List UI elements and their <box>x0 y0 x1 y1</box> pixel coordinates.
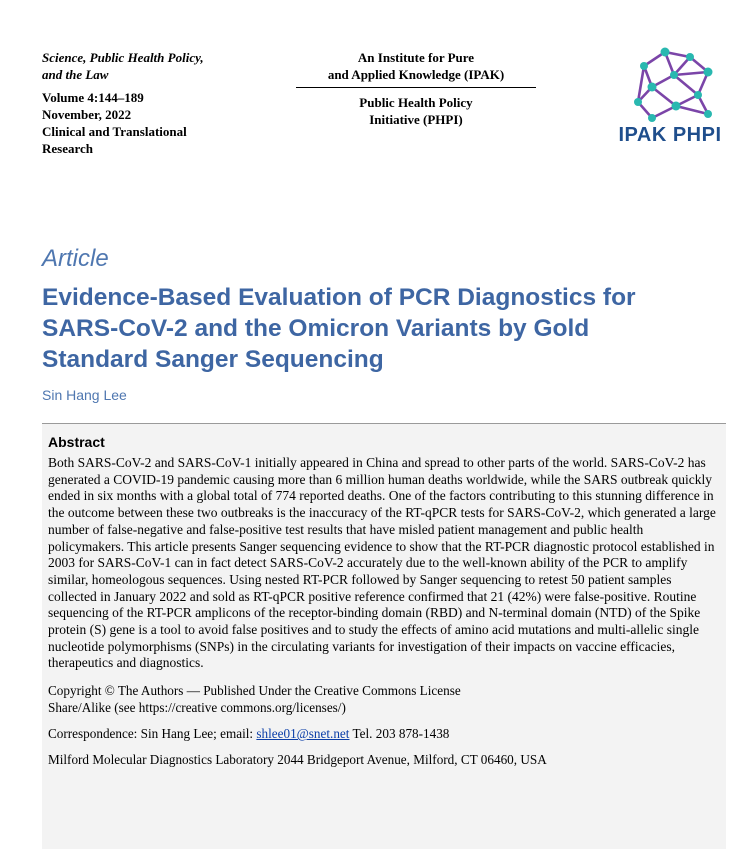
publisher-line2: and Applied Knowledge (IPAK) <box>327 67 505 82</box>
abstract-box <box>42 423 726 849</box>
article-title: Evidence-Based Evaluation of PCR Diagnostics for SARS-CoV-2 and the Omicron Variants by Gold Standard Sanger Sequencing <box>42 284 636 373</box>
copyright-notice: Copyright © The Authors — Published Under the Creative Commons License Share/Alike (see https://creative commons.org/licenses/) <box>48 683 461 716</box>
logo-text: IPAK PHPI <box>618 124 722 146</box>
journal-volume: Volume 4:144–189 <box>42 90 144 105</box>
abstract-text: Both SARS-CoV-2 and SARS-CoV-1 initially appeared in China and spread to other parts of the world. SARS-CoV-2 has generated a COVID-19 pandemic causing more than 6 million human deaths worldwide, while the SARS outbreak quickly ended in six months with a global total of 774 reported deaths. One of the factors contributing to this stunning difference in the outcome between these two outbreaks is the inaccuracy of the RT-qPCR tests for SARS-CoV-2, which generated a large number of false-negative and false-positive test results that have misled patient management and public health policymakers. This article presents Sanger sequencing evidence to show that the RT-PCR diagnostic protocol established in 2003 for SARS-CoV-1 can in fact detect SARS-CoV-2 accurately due to the well-known ability of the PCR to amplify similar, homeologous sequences. Using nested RT-PCR followed by Sanger sequencing to retest 50 patient samples collected in January 2022 and sold as RT-qPCR positive reference confirmed that 21 (42%) were false-positive. Routine sequencing of the RT-PCR amplicons of the receptor-binding domain (RBD) and N-terminal domain (NTD) of the Spike protein (S) gene is a tool to avoid false positives and to study the effects of amino acid mutations and multi-allelic single nucleotide polymorphisms (SNPs) in the circulating variants for investigation of their impacts on vaccine efficacies, therapeutics and diagnostics. <box>48 455 716 671</box>
article-type-label: Article <box>42 245 109 272</box>
abstract-heading: Abstract <box>48 434 105 450</box>
affiliation: Milford Molecular Diagnostics Laboratory 2044 Bridgeport Avenue, Milford, CT 06460, USA <box>48 752 547 768</box>
author-name: Sin Hang Lee <box>42 387 127 403</box>
publisher-line3: Public Health Policy <box>359 95 473 110</box>
email-link[interactable]: shlee01@snet.net <box>256 726 350 742</box>
correspondence: Correspondence: Sin Hang Lee; email: shlee01@snet.net Tel. 203 878-1438 <box>48 726 450 742</box>
publisher-line1: An Institute for Pure <box>357 50 475 65</box>
journal-date: November, 2022 <box>42 107 132 122</box>
publisher-info <box>296 49 536 128</box>
journal-info <box>42 49 282 157</box>
publisher-divider <box>296 87 536 88</box>
journal-section: Clinical and Translational Research <box>42 124 187 156</box>
journal-name: Science, Public Health Policy, and the Law <box>42 50 204 82</box>
publisher-line4: Initiative (PHPI) <box>369 112 463 127</box>
